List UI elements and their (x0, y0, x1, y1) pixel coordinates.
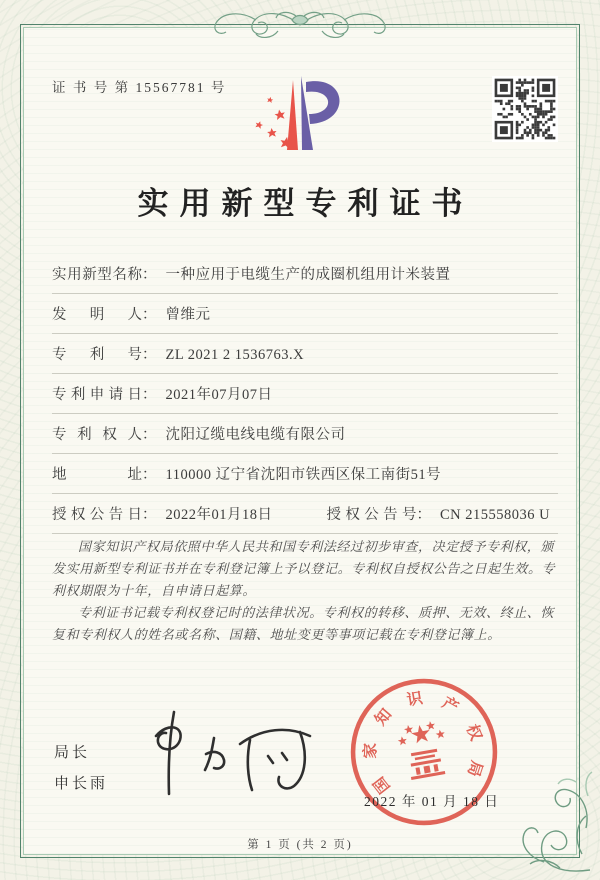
field-value: CN 215558036 U (440, 507, 551, 523)
field-label: 专利权人 (52, 427, 142, 443)
field-colon: ： (142, 347, 157, 363)
national-emblem-icon (395, 719, 451, 781)
top-scrollwork-ornament-icon (160, 6, 440, 44)
field-filing-date (52, 374, 558, 414)
grant-date (52, 503, 273, 533)
svg-text:国: 国 (370, 773, 394, 797)
corner-flourish-icon (494, 766, 594, 876)
field-value: 2022年01月18日 (165, 507, 273, 523)
field-patentee (52, 414, 558, 454)
svg-text:局: 局 (464, 758, 486, 779)
field-label: 专利号 (52, 347, 142, 363)
field-label: 实用新型名称 (52, 267, 142, 283)
field-label: 地址 (52, 467, 142, 483)
director-title: 局长 (54, 745, 91, 761)
svg-text:识: 识 (405, 689, 424, 710)
qr-code (492, 76, 558, 142)
legal-text (52, 536, 560, 646)
field-utility-model-name (52, 254, 558, 294)
field-inventor (52, 294, 558, 334)
svg-text:权: 权 (462, 722, 485, 744)
certificate-title: 实用新型专利证书 (137, 186, 474, 221)
svg-text:知: 知 (372, 705, 396, 729)
director-signature (122, 706, 332, 801)
field-value: 曾维元 (165, 307, 211, 323)
svg-text:家: 家 (362, 742, 380, 759)
field-value: ZL 2021 2 1536763.X (165, 347, 305, 363)
field-value: 2021年07月07日 (165, 387, 273, 403)
field-label: 专利申请日 (52, 387, 142, 403)
certificate-number: 证 书 号 第 15567781 号 (52, 80, 227, 95)
field-colon: ： (142, 307, 157, 323)
svg-text:产: 产 (439, 694, 462, 717)
field-value: 沈阳辽缆电线电缆有限公司 (165, 427, 346, 443)
patent-fields (52, 254, 558, 534)
page-number: 第 1 页 (共 2 页) (247, 839, 353, 851)
field-colon: ： (142, 507, 157, 523)
director-block (54, 738, 108, 800)
field-colon: ： (142, 267, 157, 283)
legal-paragraph-2: 专利证书记载专利权登记时的法律状况。专利权的转移、质押、无效、终止、恢复和专利权人的姓名或名称、国籍、地址变更等事项记载在专利登记簿上。 (52, 605, 555, 642)
field-value: 110000 辽宁省沈阳市铁西区保工南街51号 (165, 467, 442, 483)
official-seal (336, 664, 512, 840)
field-label: 授权公告号 (326, 507, 417, 523)
field-patent-number (52, 334, 558, 374)
field-colon: ： (142, 427, 157, 443)
cnipa-logo-icon (246, 70, 356, 158)
field-colon: ： (142, 387, 157, 403)
field-value: 一种应用于电缆生产的成圈机组用计米装置 (165, 267, 451, 283)
field-colon: ： (416, 507, 431, 523)
seal-date: 2022 年 01 月 18 日 (364, 794, 500, 809)
legal-paragraph-1: 国家知识产权局依照中华人民共和国专利法经过初步审查，决定授予专利权，颁发实用新型专利证书并在专利登记簿上予以登记。专利权自授权公告之日起生效。专利权期限为十年，自申请日起算。 (52, 539, 556, 598)
grant-number (327, 503, 551, 533)
field-label: 授权公告日 (52, 507, 142, 523)
field-grant-announcement (52, 494, 558, 534)
director-name: 申长雨 (54, 776, 109, 792)
field-label: 发明人 (52, 307, 142, 323)
field-colon: ： (142, 467, 157, 483)
field-address (52, 454, 558, 494)
